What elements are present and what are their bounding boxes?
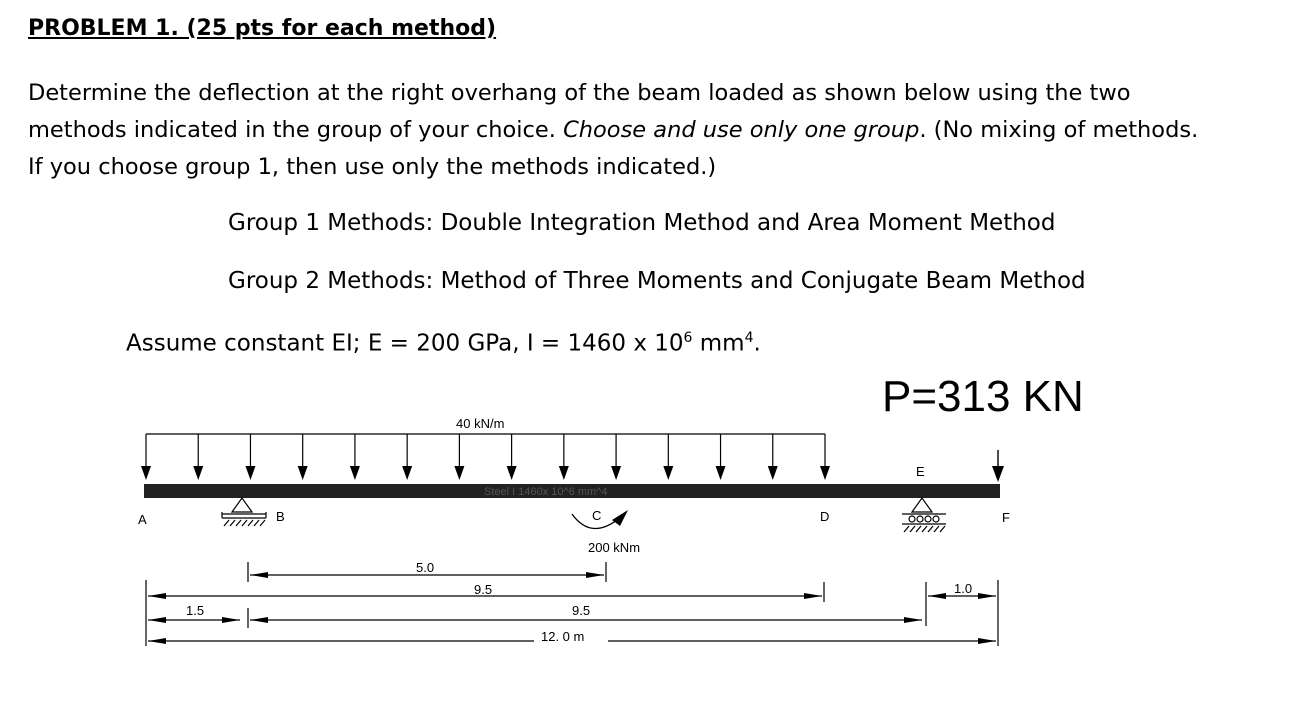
problem-text-line-3: If you choose group 1, then use only the methods indicated.) (28, 154, 717, 180)
point-label-d: D (820, 509, 830, 524)
dim-5-0-label: 5.0 (416, 560, 435, 575)
point-label-e: E (916, 464, 925, 479)
dim-9-5-top-label: 9.5 (474, 582, 493, 597)
udl-arrow-head (820, 466, 830, 480)
udl-arrow-head (245, 466, 255, 480)
udl-arrow-head (559, 466, 569, 480)
assumption-end: . (753, 330, 761, 357)
point-label-c: C (592, 508, 602, 523)
udl-arrow-head (193, 466, 203, 480)
problem-text-line-2c: . (No mixing of methods. (919, 117, 1199, 143)
udl-arrow-head (768, 466, 778, 480)
pin-support-b (222, 498, 266, 526)
problem-emphasis: Choose and use only one group (563, 117, 920, 143)
problem-text-line-2a: methods indicated in the group of your choice. (28, 117, 564, 143)
udl-arrow-head (298, 466, 308, 480)
point-label-b: B (276, 509, 285, 524)
assumption-unit: mm (692, 330, 745, 357)
udl-arrow-head (402, 466, 412, 480)
point-label-f: F (1002, 510, 1010, 525)
udl-arrow-head (611, 466, 621, 480)
problem-title: PROBLEM 1. (25 pts for each method) (28, 16, 497, 41)
udl-arrow-head (141, 466, 151, 480)
udl-label: 40 kN/m (456, 416, 505, 431)
dim-12-0-label: 12. 0 m (541, 629, 585, 644)
roller-support-e (902, 498, 946, 532)
point-load-arrow (992, 450, 1004, 482)
assumption-exponent-2: 4 (744, 330, 754, 346)
udl-arrow-head (454, 466, 464, 480)
assumption-exponent-1: 6 (683, 330, 693, 346)
point-label-a: A (138, 512, 147, 527)
group-2-methods: Group 2 Methods: Method of Three Moments and Conjugate Beam Method (228, 268, 1086, 294)
beam-label: Steel I 1460x 10^6 mm^4 (484, 486, 608, 498)
dim-1-0-label: 1.0 (954, 581, 973, 596)
udl-arrow-head (716, 466, 726, 480)
moment-label: 200 kNm (588, 540, 641, 555)
distributed-load (141, 434, 830, 480)
udl-arrow-head (507, 466, 517, 480)
udl-arrow-head (663, 466, 673, 480)
assumption-main: Assume constant EI; E = 200 GPa, I = 1460 x 10 (126, 330, 684, 357)
dim-1-5-label: 1.5 (186, 603, 205, 618)
dim-9-5-bottom-label: 9.5 (572, 603, 591, 618)
point-load-label: P=313 KN (882, 372, 1084, 421)
group-1-methods: Group 1 Methods: Double Integration Method and Area Moment Method (228, 210, 1056, 236)
problem-text-line-1: Determine the deflection at the right overhang of the beam loaded as shown below using the two (28, 80, 1131, 106)
udl-arrow-head (350, 466, 360, 480)
udl-arrows (141, 434, 830, 480)
